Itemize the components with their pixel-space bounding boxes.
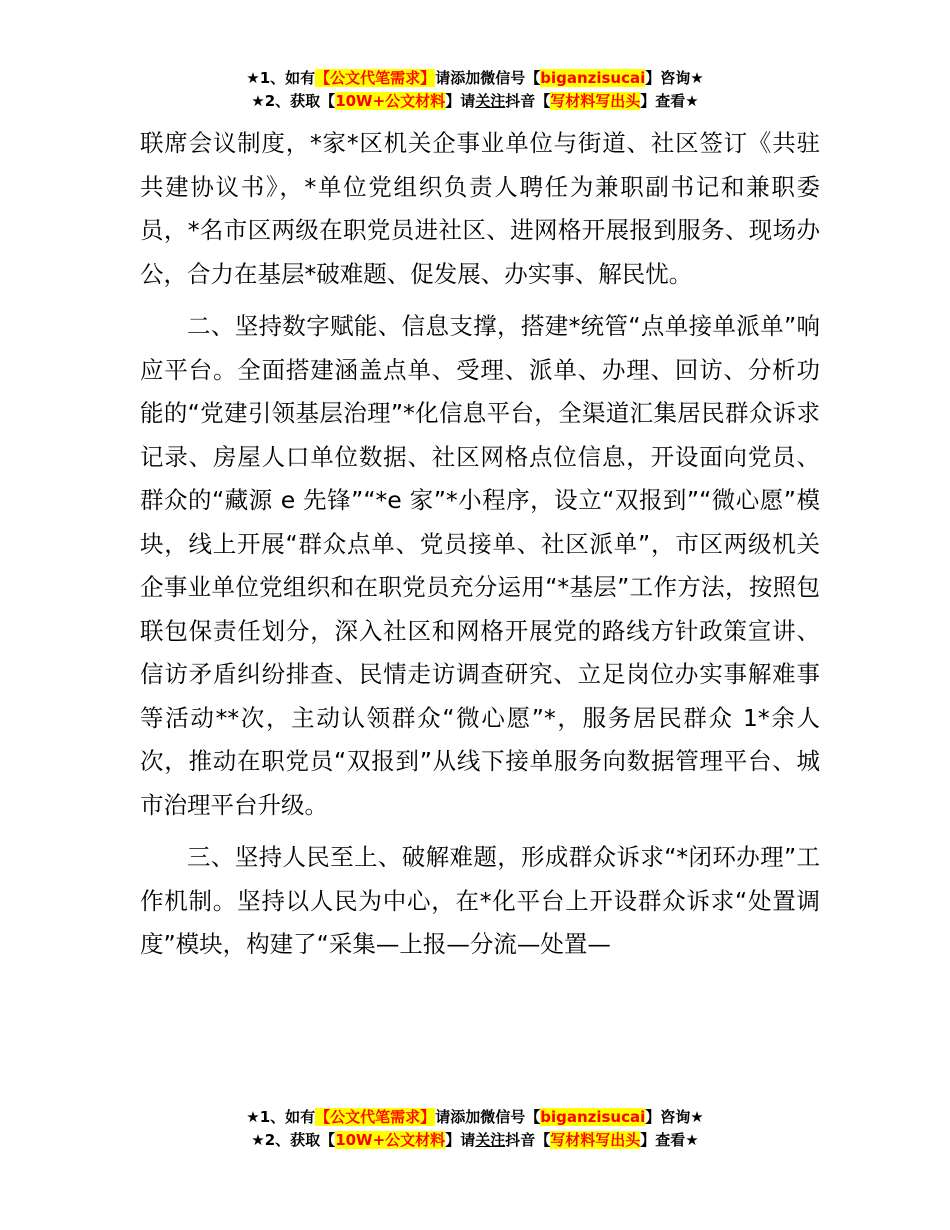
- banner-text: 】请: [445, 1131, 476, 1149]
- banner-highlight: 10W+公文材料: [335, 1131, 446, 1149]
- footer-banner: [0, 1106, 950, 1152]
- banner-text: 】查看★: [640, 1131, 699, 1149]
- paragraph-section-2: 二、坚持数字赋能、信息支撑，搭建*统管“点单接单派单”响应平台。全面搭建涵盖点单、受理、派单、办理、回访、分析功能的“党建引领基层治理”*化信息平台，全渠道汇集居民群众诉求记录、房屋人口单位数据、社区网格点位信息，开设面向党员、群众的“藏源 e 先锋”“*e 家”*小程序，设立“双报到”“微心愿”模块，线上开展“群众点单、党员接单、社区派单”，市区两级机关企事业单位党组织和在职党员充分运用“*基层”工作方法，按照包联包保责任划分，深入社区和网格开展党的路线方针政策宣讲、信访矛盾纠纷排查、民情走访调查研究、立足岗位办实事解难事等活动**次，主动认领群众“微心愿”*，服务居民群众 1*余人次，推动在职党员“双报到”从线下接单服务向数据管理平台、城市治理平台升级。: [140, 312, 820, 819]
- banner-highlight-wechat-id: biganzisucai: [540, 1108, 646, 1126]
- banner-text: ★1、如有: [246, 1108, 316, 1126]
- document-body: [140, 122, 820, 967]
- banner-line-1: [0, 1106, 950, 1129]
- banner-highlight: 写材料写出头: [550, 92, 641, 110]
- paragraph-continuation: 联席会议制度，*家*区机关企事业单位与街道、社区签订《共驻共建协议书》，*单位党组织负责人聘任为兼职副书记和兼职委员，*名市区两级在职党员进社区、进网格开展报到服务、现场办公，合力在基层*破难题、促发展、办实事、解民忧。: [140, 129, 820, 288]
- banner-text: 抖音【: [505, 1131, 551, 1149]
- banner-text: 】咨询★: [645, 69, 704, 87]
- banner-line-2: [0, 1129, 950, 1152]
- banner-highlight: 【公文代笔需求】: [315, 69, 436, 87]
- banner-line-1: [0, 67, 950, 90]
- banner-underlined-text: 关注: [475, 92, 506, 110]
- banner-text: ★2、获取【: [251, 1131, 336, 1149]
- banner-line-2: [0, 90, 950, 113]
- banner-highlight: 写材料写出头: [550, 1131, 641, 1149]
- banner-text: ★1、如有: [246, 69, 316, 87]
- banner-text: ★2、获取【: [251, 92, 336, 110]
- banner-text: 抖音【: [505, 92, 551, 110]
- banner-text: 请添加微信号【: [435, 69, 541, 87]
- banner-text: 】请: [445, 92, 476, 110]
- banner-text: 请添加微信号【: [435, 1108, 541, 1126]
- banner-text: 】咨询★: [645, 1108, 704, 1126]
- banner-highlight: 10W+公文材料: [335, 92, 446, 110]
- banner-text: 】查看★: [640, 92, 699, 110]
- banner-highlight-wechat-id: biganzisucai: [540, 69, 646, 87]
- header-banner: [0, 67, 950, 113]
- paragraph-section-3: 三、坚持人民至上、破解难题，形成群众诉求“*闭环办理”工作机制。坚持以人民为中心，在*化平台上开设群众诉求“处置调度”模块，构建了“采集—上报—分流—处置—: [140, 843, 820, 958]
- banner-highlight: 【公文代笔需求】: [315, 1108, 436, 1126]
- banner-underlined-text: 关注: [475, 1131, 506, 1149]
